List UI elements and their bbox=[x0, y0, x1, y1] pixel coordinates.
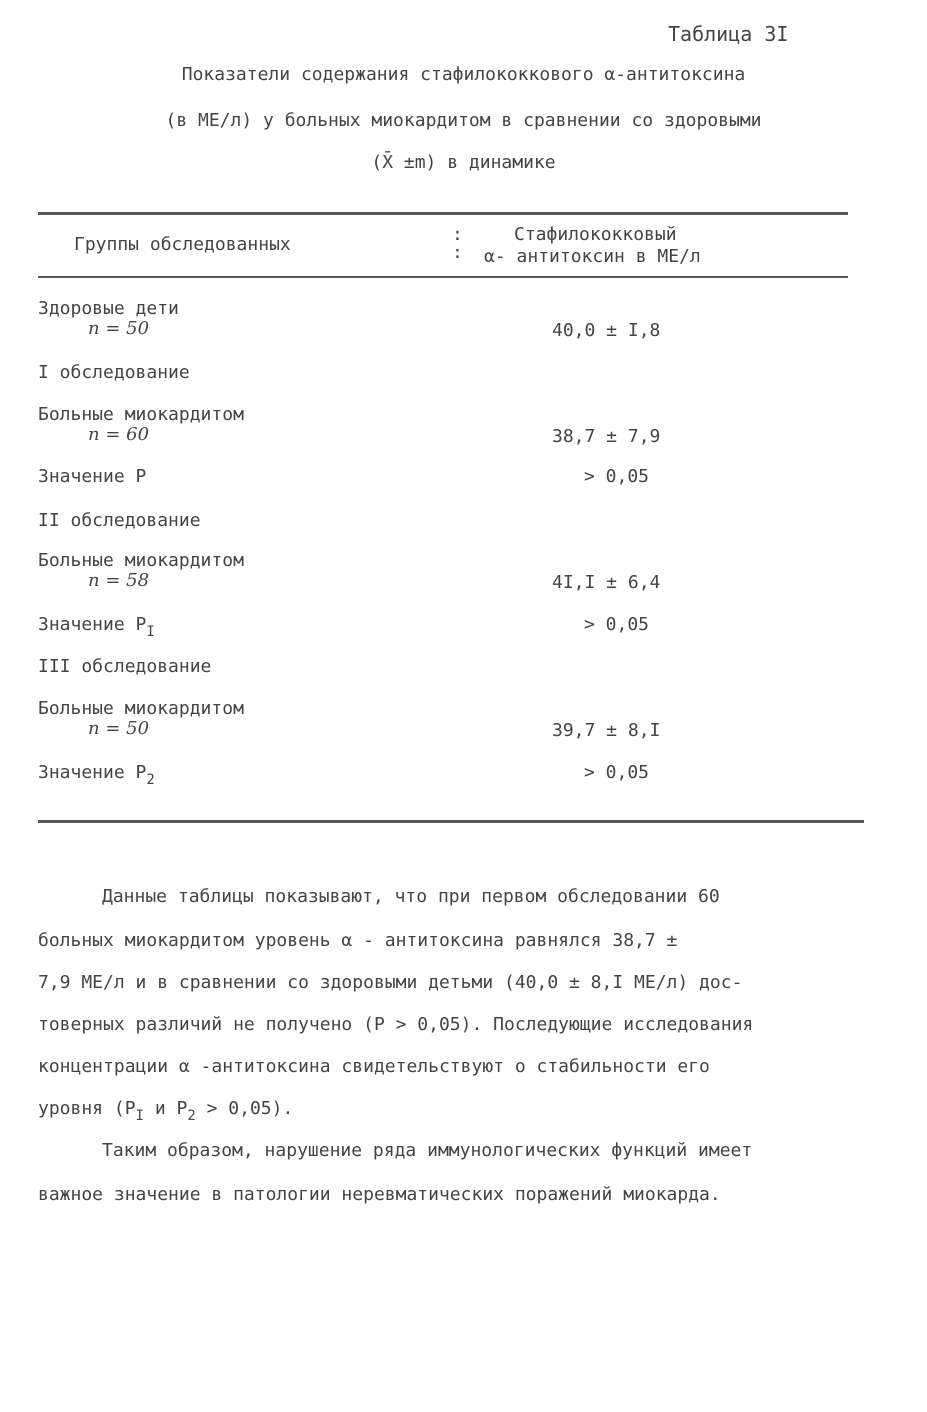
paragraph-1-line-4: товерных различий не получено (P > 0,05). Последующие исследования bbox=[38, 1014, 754, 1035]
column-separator: : : bbox=[452, 224, 463, 263]
row-value: > 0,05 bbox=[584, 466, 650, 487]
row-label-subscript: I bbox=[146, 624, 155, 640]
row-label: Значение $P_2$ bbox=[38, 762, 155, 788]
paragraph-2-line-1: Таким образом, нарушение ряда иммунологических функций имеет bbox=[102, 1140, 753, 1161]
row-value: > 0,05 bbox=[584, 614, 650, 635]
row-label: Больные миокардитом bbox=[38, 404, 244, 425]
table-header-rule bbox=[38, 276, 848, 278]
column-header-value-line-1: Стафилококковый bbox=[514, 224, 677, 245]
caption-line-1: Показатели содержания стафилококкового α-антитоксина bbox=[181, 64, 746, 85]
row-n: n = 58 bbox=[88, 570, 150, 591]
paragraph-1-line-1: Данные таблицы показывают, что при первом обследовании 60 bbox=[102, 886, 720, 907]
row-label: Больные миокардитом bbox=[38, 550, 244, 571]
paragraph-1-line-5: концентрации α -антитоксина свидетельствуют о стабильности его bbox=[38, 1056, 710, 1077]
section-label: I обследование bbox=[38, 362, 190, 383]
row-label: Значение $P_I$ bbox=[38, 614, 155, 640]
section-label: III обследование bbox=[38, 656, 212, 677]
row-label-subscript: 2 bbox=[146, 772, 155, 788]
row-label: Здоровые дети bbox=[38, 298, 179, 319]
row-value: 40,0 ± I,8 bbox=[552, 320, 661, 341]
column-header-groups: Группы обследованных bbox=[74, 234, 291, 255]
caption-line-2: (в МЕ/л) у больных миокардитом в сравнении со здоровыми bbox=[165, 110, 762, 131]
paragraph-1-line-6: уровня ($P_I$ и $P_2 > 0,05$). bbox=[38, 1098, 294, 1124]
table-bottom-rule bbox=[38, 820, 864, 823]
paragraph-2-line-2: важное значение в патологии неревматических поражений миокарда. bbox=[38, 1184, 721, 1205]
row-value: 38,7 ± 7,9 bbox=[552, 426, 661, 447]
column-header-value-line-2: α- антитоксин в МЕ/л bbox=[484, 246, 701, 267]
section-label: II обследование bbox=[38, 510, 201, 531]
row-value: 4I,I ± 6,4 bbox=[552, 572, 661, 593]
row-label: Значение P bbox=[38, 466, 147, 487]
table-number: Таблица 3I bbox=[668, 22, 789, 46]
row-n: n = 60 bbox=[88, 424, 150, 445]
caption-line-3: (X̄ ±m) в динамике bbox=[371, 152, 556, 173]
row-n: n = 50 bbox=[88, 718, 150, 739]
paragraph-1-line-2: больных миокардитом уровень α - антитоксина равнялся 38,7 ± bbox=[38, 930, 678, 951]
row-n: n = 50 bbox=[88, 318, 150, 339]
row-value: 39,7 ± 8,I bbox=[552, 720, 661, 741]
paragraph-1-line-3: 7,9 МЕ/л и в сравнении со здоровыми детьми (40,0 ± 8,I МЕ/л) дос- bbox=[38, 972, 743, 993]
row-value: > 0,05 bbox=[584, 762, 650, 783]
table-top-rule bbox=[38, 212, 848, 215]
row-label: Больные миокардитом bbox=[38, 698, 244, 719]
